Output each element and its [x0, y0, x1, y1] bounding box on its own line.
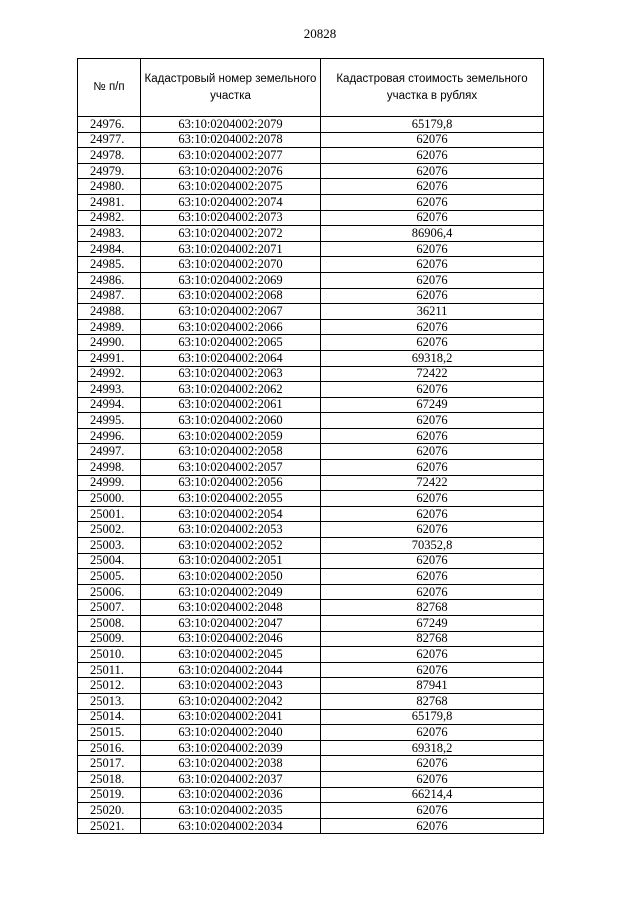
cadastral-value: 62076	[321, 647, 544, 663]
row-number: 24987.	[78, 288, 141, 304]
row-number: 25016.	[78, 740, 141, 756]
table-row	[78, 350, 544, 366]
cadastral-number: 63:10:0204002:2039	[141, 740, 321, 756]
cadastral-value: 67249	[321, 397, 544, 413]
cadastral-value: 62076	[321, 179, 544, 195]
table-row	[78, 163, 544, 179]
cadastral-value: 67249	[321, 616, 544, 632]
row-number: 25003.	[78, 538, 141, 554]
table-row	[78, 226, 544, 242]
cadastral-number: 63:10:0204002:2079	[141, 117, 321, 133]
cadastral-value: 62076	[321, 491, 544, 507]
row-number: 24995.	[78, 413, 141, 429]
cadastral-number: 63:10:0204002:2044	[141, 662, 321, 678]
table-row	[78, 506, 544, 522]
table-row	[78, 631, 544, 647]
row-number: 25005.	[78, 569, 141, 585]
cadastral-value: 62076	[321, 257, 544, 273]
cadastral-value: 87941	[321, 678, 544, 694]
cadastral-number: 63:10:0204002:2051	[141, 553, 321, 569]
table-row	[78, 397, 544, 413]
row-number: 24991.	[78, 350, 141, 366]
cadastral-number: 63:10:0204002:2072	[141, 226, 321, 242]
table-row	[78, 662, 544, 678]
table-row	[78, 491, 544, 507]
row-number: 25009.	[78, 631, 141, 647]
table-row	[78, 148, 544, 164]
cadastral-number: 63:10:0204002:2049	[141, 584, 321, 600]
cadastral-number: 63:10:0204002:2056	[141, 475, 321, 491]
cadastral-value: 62076	[321, 382, 544, 398]
table-header-row	[78, 59, 544, 117]
table-row	[78, 787, 544, 803]
row-number: 25007.	[78, 600, 141, 616]
cadastral-value: 62076	[321, 413, 544, 429]
row-number: 24976.	[78, 117, 141, 133]
cadastral-number: 63:10:0204002:2069	[141, 272, 321, 288]
table-row	[78, 475, 544, 491]
row-number: 24982.	[78, 210, 141, 226]
cadastral-number: 63:10:0204002:2053	[141, 522, 321, 538]
table-row	[78, 132, 544, 148]
row-number: 24986.	[78, 272, 141, 288]
cadastral-value: 69318,2	[321, 740, 544, 756]
cadastral-number: 63:10:0204002:2063	[141, 366, 321, 382]
cadastral-number: 63:10:0204002:2052	[141, 538, 321, 554]
cadastral-number: 63:10:0204002:2037	[141, 771, 321, 787]
cadastral-value: 62076	[321, 444, 544, 460]
row-number: 25021.	[78, 818, 141, 834]
table-row	[78, 584, 544, 600]
cadastral-value: 82768	[321, 693, 544, 709]
cadastral-table	[77, 58, 544, 834]
cadastral-value: 62076	[321, 818, 544, 834]
cadastral-number: 63:10:0204002:2045	[141, 647, 321, 663]
cadastral-number: 63:10:0204002:2048	[141, 600, 321, 616]
cadastral-value: 62076	[321, 194, 544, 210]
row-number: 25012.	[78, 678, 141, 694]
cadastral-value: 62076	[321, 288, 544, 304]
cadastral-value: 62076	[321, 756, 544, 772]
table-row	[78, 460, 544, 476]
cadastral-number: 63:10:0204002:2064	[141, 350, 321, 366]
cadastral-number: 63:10:0204002:2040	[141, 725, 321, 741]
table-row	[78, 413, 544, 429]
cadastral-value: 62076	[321, 319, 544, 335]
cadastral-value: 62076	[321, 148, 544, 164]
cadastral-number: 63:10:0204002:2036	[141, 787, 321, 803]
table-row	[78, 725, 544, 741]
cadastral-number: 63:10:0204002:2078	[141, 132, 321, 148]
row-number: 24988.	[78, 304, 141, 320]
table-row	[78, 117, 544, 133]
cadastral-number: 63:10:0204002:2061	[141, 397, 321, 413]
header-cadastral-number: Кадастровый номер земельного участка	[141, 59, 321, 117]
row-number: 24983.	[78, 226, 141, 242]
table-row	[78, 647, 544, 663]
cadastral-number: 63:10:0204002:2067	[141, 304, 321, 320]
cadastral-number: 63:10:0204002:2065	[141, 335, 321, 351]
cadastral-number: 63:10:0204002:2066	[141, 319, 321, 335]
cadastral-value: 62076	[321, 803, 544, 819]
cadastral-value: 62076	[321, 163, 544, 179]
row-number: 24993.	[78, 382, 141, 398]
cadastral-value: 62076	[321, 569, 544, 585]
cadastral-number: 63:10:0204002:2034	[141, 818, 321, 834]
table-row	[78, 803, 544, 819]
cadastral-number: 63:10:0204002:2075	[141, 179, 321, 195]
table-row	[78, 756, 544, 772]
cadastral-value: 62076	[321, 506, 544, 522]
cadastral-value: 62076	[321, 272, 544, 288]
cadastral-value: 62076	[321, 335, 544, 351]
cadastral-number: 63:10:0204002:2046	[141, 631, 321, 647]
row-number: 24980.	[78, 179, 141, 195]
row-number: 25004.	[78, 553, 141, 569]
cadastral-value: 62076	[321, 241, 544, 257]
cadastral-value: 62076	[321, 460, 544, 476]
cadastral-number: 63:10:0204002:2068	[141, 288, 321, 304]
table-row	[78, 241, 544, 257]
page-number: 20828	[303, 26, 337, 41]
row-number: 25015.	[78, 725, 141, 741]
table-row	[78, 428, 544, 444]
table-row	[78, 382, 544, 398]
row-number: 24984.	[78, 241, 141, 257]
cadastral-value: 70352,8	[321, 538, 544, 554]
table-row	[78, 740, 544, 756]
cadastral-value: 62076	[321, 132, 544, 148]
table-row	[78, 616, 544, 632]
row-number: 24992.	[78, 366, 141, 382]
row-number: 25001.	[78, 506, 141, 522]
table-row	[78, 569, 544, 585]
cadastral-value: 65179,8	[321, 709, 544, 725]
cadastral-number: 63:10:0204002:2062	[141, 382, 321, 398]
row-number: 25002.	[78, 522, 141, 538]
table-row	[78, 257, 544, 273]
cadastral-number: 63:10:0204002:2035	[141, 803, 321, 819]
cadastral-number: 63:10:0204002:2047	[141, 616, 321, 632]
cadastral-number: 63:10:0204002:2073	[141, 210, 321, 226]
cadastral-number: 63:10:0204002:2038	[141, 756, 321, 772]
cadastral-value: 72422	[321, 366, 544, 382]
table-row	[78, 335, 544, 351]
cadastral-number: 63:10:0204002:2077	[141, 148, 321, 164]
row-number: 24998.	[78, 460, 141, 476]
row-number: 25011.	[78, 662, 141, 678]
cadastral-value: 82768	[321, 631, 544, 647]
cadastral-number: 63:10:0204002:2076	[141, 163, 321, 179]
row-number: 24997.	[78, 444, 141, 460]
table-row	[78, 366, 544, 382]
table-row	[78, 522, 544, 538]
cadastral-number: 63:10:0204002:2054	[141, 506, 321, 522]
row-number: 24977.	[78, 132, 141, 148]
cadastral-value: 62076	[321, 662, 544, 678]
row-number: 24978.	[78, 148, 141, 164]
header-number: № п/п	[78, 59, 141, 117]
row-number: 25008.	[78, 616, 141, 632]
row-number: 25014.	[78, 709, 141, 725]
row-number: 25017.	[78, 756, 141, 772]
table-row	[78, 272, 544, 288]
table-row	[78, 194, 544, 210]
cadastral-number: 63:10:0204002:2057	[141, 460, 321, 476]
cadastral-number: 63:10:0204002:2071	[141, 241, 321, 257]
table-row	[78, 678, 544, 694]
row-number: 24999.	[78, 475, 141, 491]
row-number: 25020.	[78, 803, 141, 819]
cadastral-number: 63:10:0204002:2055	[141, 491, 321, 507]
cadastral-value: 62076	[321, 725, 544, 741]
cadastral-value: 65179,8	[321, 117, 544, 133]
table-row	[78, 538, 544, 554]
table-row	[78, 319, 544, 335]
row-number: 24985.	[78, 257, 141, 273]
cadastral-value: 82768	[321, 600, 544, 616]
table-row	[78, 210, 544, 226]
table-row	[78, 304, 544, 320]
cadastral-value: 62076	[321, 553, 544, 569]
cadastral-number: 63:10:0204002:2041	[141, 709, 321, 725]
cadastral-number: 63:10:0204002:2043	[141, 678, 321, 694]
table-row	[78, 600, 544, 616]
cadastral-value: 36211	[321, 304, 544, 320]
cadastral-value: 86906,4	[321, 226, 544, 242]
cadastral-number: 63:10:0204002:2042	[141, 693, 321, 709]
table-row	[78, 693, 544, 709]
row-number: 25013.	[78, 693, 141, 709]
row-number: 24990.	[78, 335, 141, 351]
row-number: 25006.	[78, 584, 141, 600]
table-row	[78, 709, 544, 725]
cadastral-number: 63:10:0204002:2060	[141, 413, 321, 429]
cadastral-number: 63:10:0204002:2050	[141, 569, 321, 585]
row-number: 25000.	[78, 491, 141, 507]
cadastral-number: 63:10:0204002:2070	[141, 257, 321, 273]
table-row	[78, 444, 544, 460]
cadastral-value: 62076	[321, 210, 544, 226]
row-number: 24981.	[78, 194, 141, 210]
table-row	[78, 818, 544, 834]
cadastral-value: 62076	[321, 428, 544, 444]
cadastral-number: 63:10:0204002:2074	[141, 194, 321, 210]
cadastral-value: 66214,4	[321, 787, 544, 803]
table-row	[78, 771, 544, 787]
cadastral-number: 63:10:0204002:2058	[141, 444, 321, 460]
table-row	[78, 553, 544, 569]
cadastral-value: 69318,2	[321, 350, 544, 366]
row-number: 24996.	[78, 428, 141, 444]
row-number: 24979.	[78, 163, 141, 179]
cadastral-value: 62076	[321, 584, 544, 600]
cadastral-value: 72422	[321, 475, 544, 491]
row-number: 25010.	[78, 647, 141, 663]
table-body	[78, 117, 544, 834]
row-number: 25018.	[78, 771, 141, 787]
cadastral-value: 62076	[321, 771, 544, 787]
table-row	[78, 288, 544, 304]
cadastral-value: 62076	[321, 522, 544, 538]
row-number: 25019.	[78, 787, 141, 803]
row-number: 24994.	[78, 397, 141, 413]
row-number: 24989.	[78, 319, 141, 335]
cadastral-number: 63:10:0204002:2059	[141, 428, 321, 444]
table-row	[78, 179, 544, 195]
header-cadastral-value: Кадастровая стоимость земельного участка в рублях	[321, 59, 544, 117]
